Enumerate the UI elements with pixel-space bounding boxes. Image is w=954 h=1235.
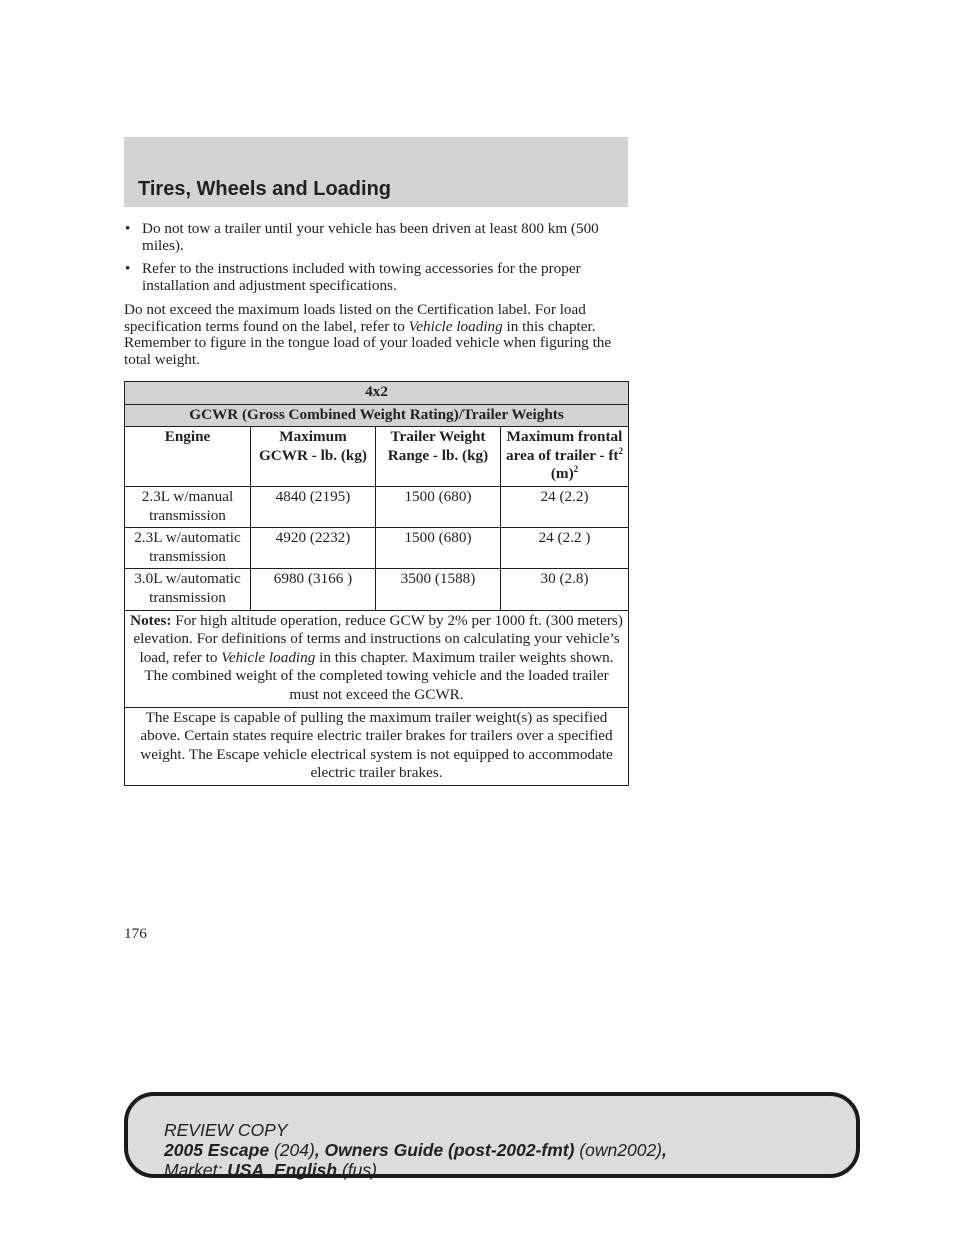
- review-market-line: [164, 1160, 667, 1180]
- review-label: REVIEW COPY: [164, 1120, 288, 1140]
- bullet-item: [124, 221, 628, 254]
- bullet-list: [124, 221, 628, 294]
- market-label: Market:: [164, 1160, 228, 1180]
- guide-name: Owners Guide (post-2002-fmt): [324, 1140, 575, 1160]
- review-model-line: [164, 1140, 667, 1160]
- intro-paragraph: [124, 302, 628, 368]
- table-row: [125, 486, 629, 527]
- model-code: (204): [269, 1140, 315, 1160]
- cell-trailer: 1500 (680): [376, 528, 501, 569]
- bullet-text: Refer to the instructions included with towing accessories for the proper installation and adjustment specifications.: [142, 260, 581, 294]
- cell-gcwr: 4840 (2195): [251, 486, 376, 527]
- cell-engine: 3.0L w/automatic transmission: [125, 569, 251, 610]
- header-gcwr: Maximum GCWR - lb. (kg): [251, 427, 376, 487]
- page-content: [124, 221, 628, 786]
- review-copy-text: [164, 1120, 667, 1180]
- paragraph-text: in this chapter. Remember to figure in the tongue load of your loaded vehicle when figuring the total weight.: [124, 317, 612, 368]
- notes-label: Notes:: [130, 611, 172, 629]
- table-notes: [125, 610, 629, 707]
- market-code: (fus): [337, 1160, 377, 1180]
- paragraph-text: Do not exceed the maximum loads listed on the Certification label. For load specification terms found on the label, refer to: [124, 301, 586, 335]
- header-frontal-unit: (m): [550, 465, 574, 483]
- cell-engine: 2.3L w/automatic transmission: [125, 528, 251, 569]
- cell-gcwr: 4920 (2232): [251, 528, 376, 569]
- section-title: Tires, Wheels and Loading: [138, 178, 392, 200]
- cell-trailer: 3500 (1588): [376, 569, 501, 610]
- cell-gcwr: 6980 (3166 ): [251, 569, 376, 610]
- table-capability-note: The Escape is capable of pulling the maximum trailer weight(s) as specified above. Certain states require electric trailer brakes for trailers over a specified weight. The Escape vehicle electrical system is not equipped to accommodate electric trailer brakes.: [125, 707, 629, 785]
- review-copy-footer: [124, 1092, 860, 1178]
- vehicle-loading-reference: Vehicle loading: [221, 648, 316, 666]
- table-row: [125, 528, 629, 569]
- table-title: 4x2: [125, 382, 629, 405]
- header-engine: Engine: [125, 427, 251, 487]
- cell-frontal: 24 (2.2 ): [501, 528, 629, 569]
- notes-text: in this chapter. Maximum trailer weights shown. The combined weight of the completed towing vehicle and the loaded trailer must not exceed the GCWR.: [144, 648, 614, 703]
- table-subtitle: GCWR (Gross Combined Weight Rating)/Trailer Weights: [125, 404, 629, 427]
- bullet-item: [124, 261, 628, 294]
- bullet-text: Do not tow a trailer until your vehicle has been driven at least 800 km (500 miles).: [142, 220, 599, 254]
- cell-trailer: 1500 (680): [376, 486, 501, 527]
- superscript: 2: [618, 445, 623, 456]
- cell-frontal: 30 (2.8): [501, 569, 629, 610]
- cell-engine: 2.3L w/manual transmission: [125, 486, 251, 527]
- notes-text: For high altitude operation, reduce GCW by 2% per 1000 ft. (300 meters) elevation. For definitions of terms and instructions on calculating your vehicle’s load, refer to: [133, 611, 623, 666]
- cell-frontal: 24 (2.2): [501, 486, 629, 527]
- header-frontal-area: [501, 427, 629, 487]
- guide-code: (own2002): [574, 1140, 663, 1160]
- page-number: 176: [124, 925, 147, 942]
- market-name: USA_English: [227, 1160, 338, 1180]
- table-row: [125, 569, 629, 610]
- model-name: 2005 Escape: [164, 1140, 270, 1160]
- section-header-band: [124, 137, 628, 207]
- bullet-dot-icon: •: [125, 220, 131, 237]
- header-frontal-text: Maximum frontal area of trailer - ft: [506, 428, 623, 464]
- separator: ,: [662, 1140, 667, 1160]
- vehicle-loading-reference: Vehicle loading: [408, 317, 503, 335]
- table-header-row: [125, 427, 629, 487]
- trailer-weights-table: [124, 381, 629, 786]
- bullet-dot-icon: •: [125, 260, 131, 277]
- separator: ,: [314, 1140, 325, 1160]
- superscript: 2: [573, 464, 579, 475]
- header-trailer-weight: Trailer Weight Range - lb. (kg): [376, 427, 501, 487]
